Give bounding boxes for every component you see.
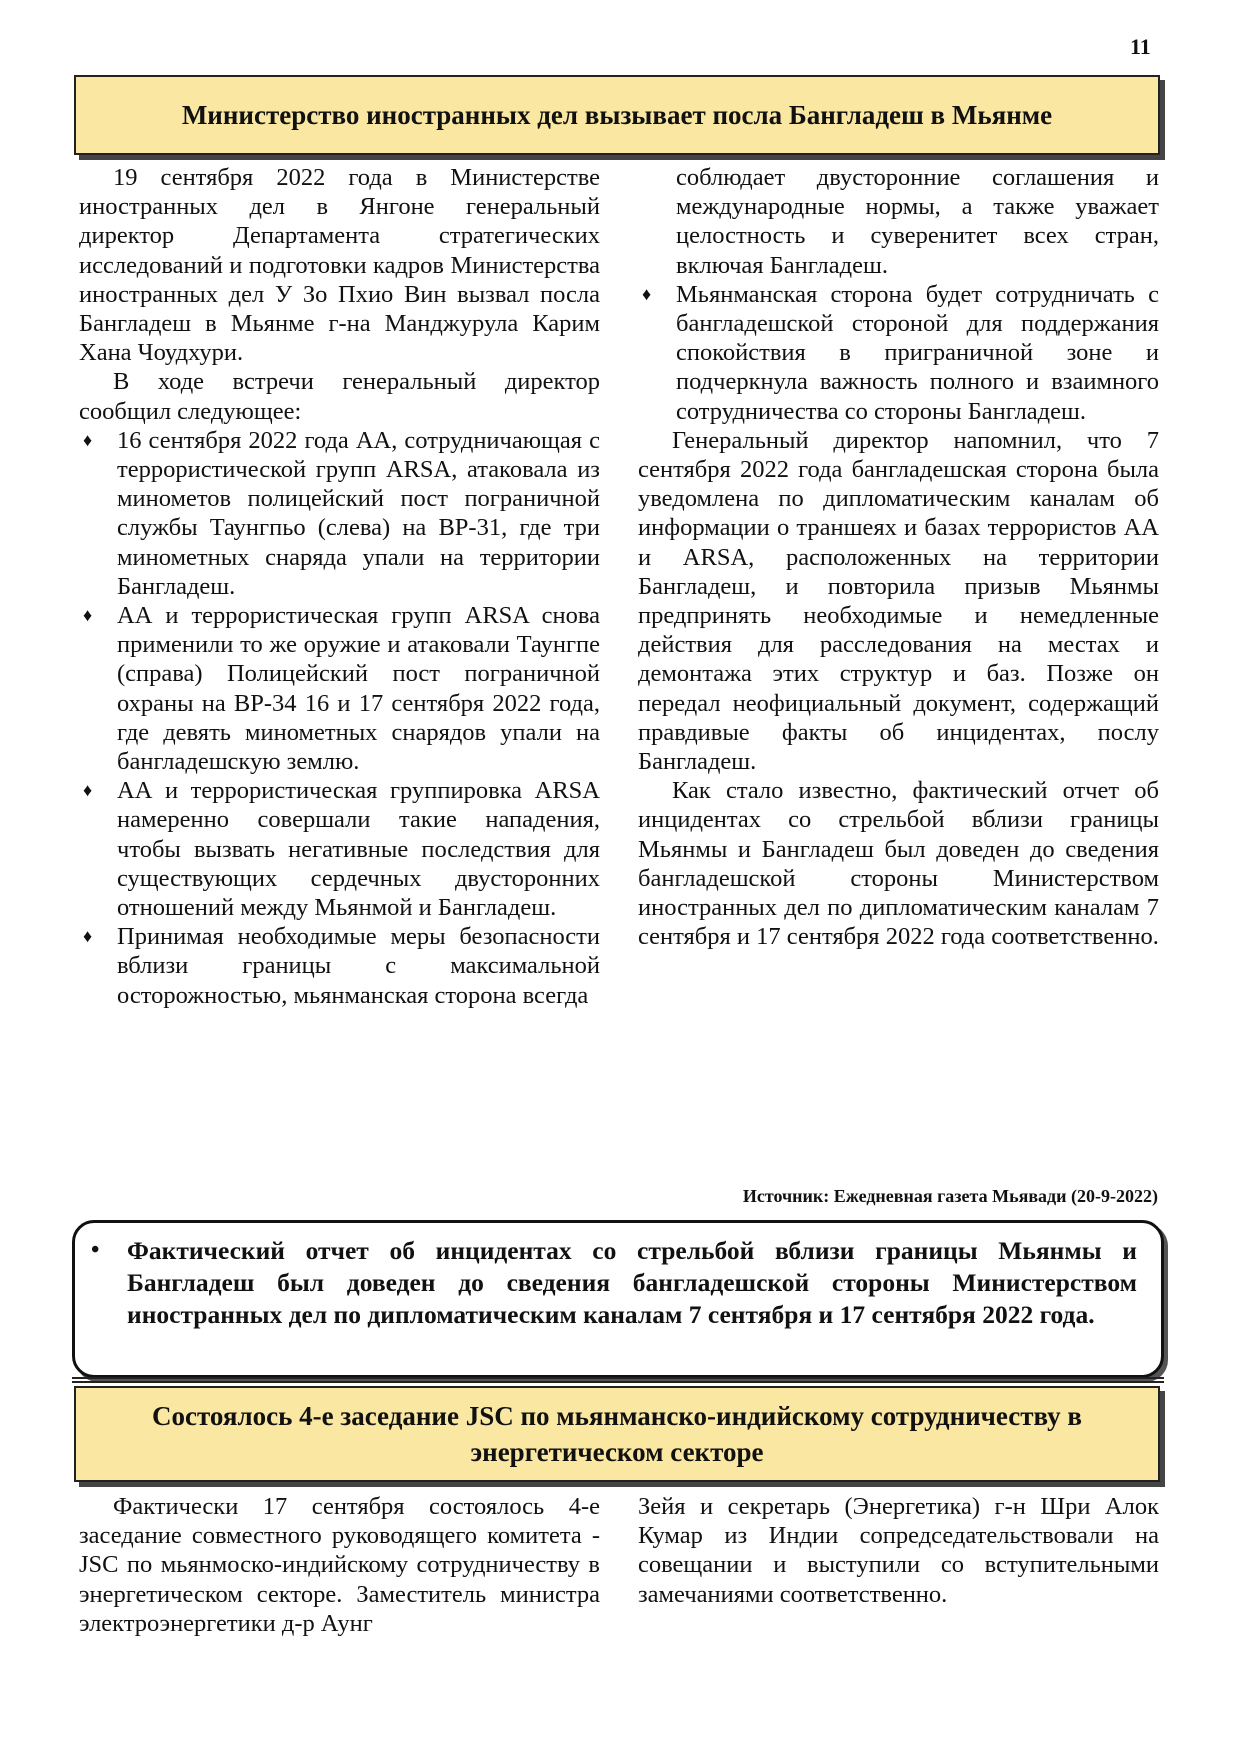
article2-paragraph-left: Фактически 17 сентября состоялось 4-е заседание совместного руководящего комитета - JSC по мьянмоско-индийскому сотрудничеству в энергетическом секторе. Заместитель министра электроэнергетики д-р Аунг [79,1493,600,1637]
list-item [79,922,600,1010]
list-item [79,426,600,601]
article1-intro: 19 сентября 2022 года в Министерстве иностранных дел в Янгоне генеральный директор Департамента стратегических исследований и подготовки кадров Министерства иностранных дел У Зо Пхио Вин вызвал посла Бангладеш в Мьянме г-на Манджурула Карим Хана Чоудхури. [79,164,600,367]
article1-left-column [79,163,600,1010]
article1-bullet-list-continued [638,280,1159,426]
list-item [79,776,600,922]
bullet-text: Мьянманская сторона будет сотрудничать с бангладешской стороной для поддержания спокойствия в приграничной зоне и подчеркнула важность полного и взаимного сотрудничества со стороны Бангладеш. [676,280,1159,425]
article1-reminder-paragraph: Генеральный директор напомнил, что 7 сентября 2022 года бангладешская сторона была уведомлена по дипломатическим каналам об информации о траншеях и базах террористов АА и ARSA, расположенных на территории Бангладеш, и повторила призыв Мьянмы предпринять необходимые и немедленные действия для расследования на местах и демонтажа этих структур и баз. Позже он передал неофициальный документ, содержащий правдивые факты об инцидентах, послу Бангладеш. [638,426,1159,776]
bullet-text: АА и террористическая группировка ARSA намеренно совершали такие нападения, чтобы вызвать негативные последствия для существующих сердечных двусторонних отношений между Мьянмой и Бангладеш. [117,777,600,922]
article2-right-column [638,1492,1159,1609]
article2-title: Состоялось 4-е заседание JSC по мьянманско-индийскому сотрудничеству в энергетическом секторе [74,1386,1160,1482]
article2-paragraph-right: Зейя и секретарь (Энергетика) г-н Шри Алок Кумар из Индии сопредседательствовали на совещании и выступили со вступительными замечаниями соответственно. [638,1493,1159,1608]
callout-text: Фактический отчет об инцидентах со стрельбой вблизи границы Мьянмы и Бангладеш был доведен до сведения бангладешской стороны Министерством иностранных дел по дипломатическим каналам 7 сентября и 17 сентября 2022 года. [127,1236,1137,1329]
article1-source: Источник: Ежедневная газета Мьявади (20-9-2022) [742,1186,1158,1206]
bullet-text: Принимая необходимые меры безопасности вблизи границы с максимальной осторожностью, мьянманская сторона всегда [117,923,600,1009]
bullet-text: АА и террористическая групп ARSA снова применили то же оружие и атаковали Таунгпе (справа) Полицейский пост пограничной охраны на ВР-34 16 и 17 сентября 2022 года, где девять минометных снарядов упали на бангладешскую землю. [117,602,600,776]
diamond-bullet-icon: ♦ [83,605,93,626]
article1-known-paragraph: Как стало известно, фактический отчет об инцидентах со стрельбой вблизи границы Мьянмы и Бангладеш был доведен до сведения бангладешской стороны Министерством иностранных дел по дипломатическим каналам 7 сентября и 17 сентября 2022 года соответственно. [638,777,1159,951]
section-divider [72,1377,1164,1379]
diamond-bullet-icon: ♦ [83,780,93,801]
article1-right-column [638,163,1159,951]
bullet-continuation: соблюдает двусторонние соглашения и международные нормы, а также уважает целостность и суверенитет всех стран, включая Бангладеш. [676,164,1159,279]
diamond-bullet-icon: ♦ [83,429,93,450]
list-item [638,280,1159,426]
bullet-icon: • [91,1237,100,1263]
article1-lead: В ходе встречи генеральный директор сообщил следующее: [79,368,600,425]
section-divider [72,1381,1164,1383]
highlight-callout-box [72,1220,1164,1378]
article2-left-column [79,1492,600,1638]
bullet-text: 16 сентября 2022 года АА, сотрудничающая с террористической групп ARSA, атаковала из минометов полицейский пост пограничной службы Таунгпьо (слева) на ВР-31, где три минометных снаряда упали на территории Бангладеш. [117,426,600,600]
article1-title: Министерство иностранных дел вызывает посла Бангладеш в Мьянме [74,75,1160,155]
list-item [79,601,600,776]
diamond-bullet-icon: ♦ [642,283,652,304]
page-number: 11 [1130,34,1151,59]
article1-bullet-list [79,426,600,1010]
diamond-bullet-icon: ♦ [83,926,93,947]
